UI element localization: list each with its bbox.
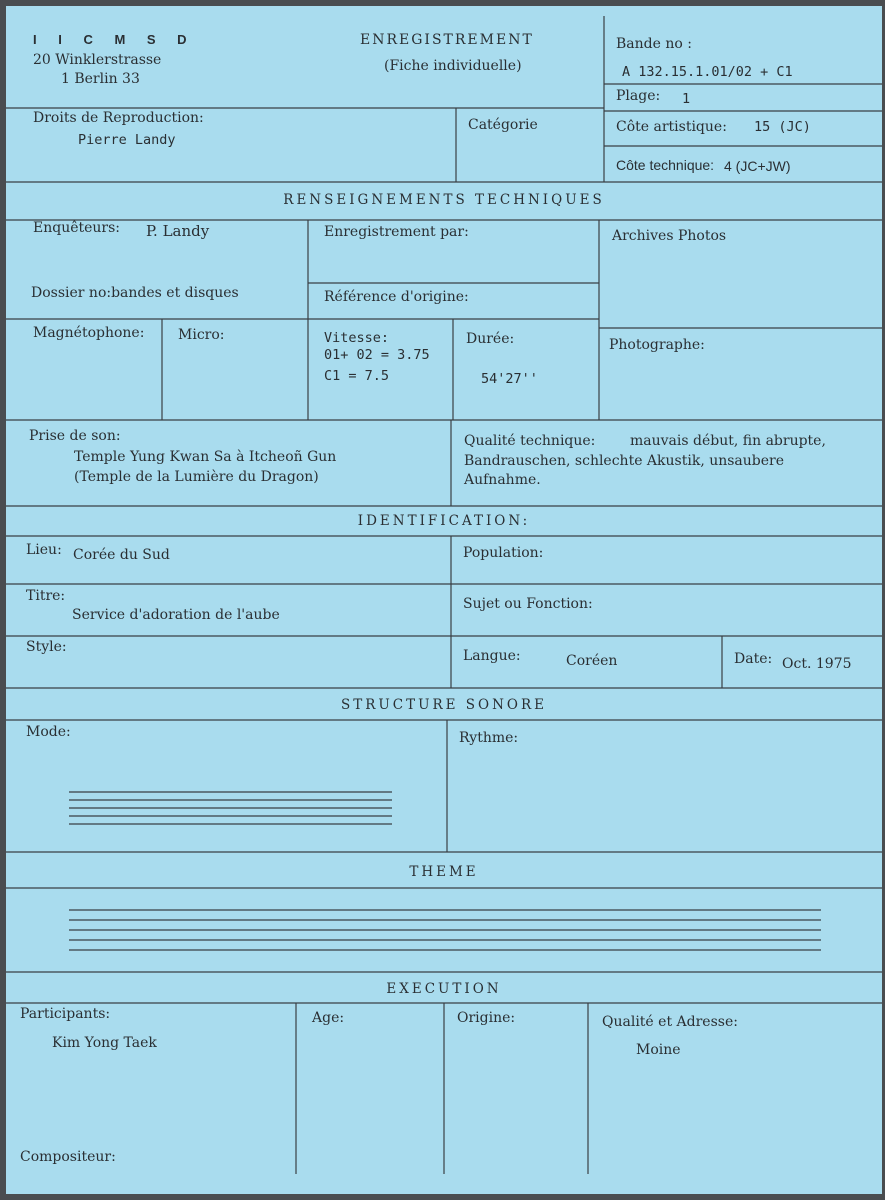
rythme-label: Rythme: [459,730,519,746]
style-label: Style: [26,639,67,655]
org-street: 20 Winklerstrasse [33,52,162,68]
langue-value: Coréen [566,653,618,669]
qualite-line3: Aufnahme. [464,472,541,488]
technique-heading: RENSEIGNEMENTS TECHNIQUES [283,192,605,208]
form-grid-lines [6,6,882,1194]
identification-heading: IDENTIFICATION: [357,513,531,529]
cote-technique-label: Côte technique: [616,157,715,173]
vitesse-line2: C1 = 7.5 [324,368,390,384]
qualite-adresse-label: Qualité et Adresse: [602,1014,738,1030]
plage-label: Plage: [616,88,661,104]
droits-value: Pierre Landy [78,132,176,148]
theme-heading: THEME [409,864,479,880]
droits-label: Droits de Reproduction: [33,110,204,126]
bande-label: Bande no : [616,36,692,52]
org-city: 1 Berlin 33 [61,71,140,87]
date-label: Date: [734,651,773,667]
age-label: Age: [312,1010,345,1026]
enqueteurs-value: P. Landy [146,222,210,240]
lieu-value: Corée du Sud [73,547,170,563]
participants-value: Kim Yong Taek [52,1035,157,1051]
population-label: Population: [463,545,544,561]
compositeur-label: Compositeur: [20,1149,116,1165]
cote-artistique-value: 15 (JC) [754,119,811,135]
categorie-label: Catégorie [468,117,538,133]
enregistrement-par-label: Enregistrement par: [324,224,469,240]
org-acronym: I I C M S D [33,32,196,47]
dossier-label: Dossier no:bandes et disques [31,285,239,301]
archives-photos-label: Archives Photos [612,228,727,244]
vitesse-line1: 01+ 02 = 3.75 [324,347,430,363]
prise-line1: Temple Yung Kwan Sa à Itcheoñ Gun [74,449,337,465]
qualite-line1: mauvais début, fin abrupte, [630,433,826,449]
duree-label: Durée: [466,331,515,347]
vitesse-label: Vitesse: [324,330,390,346]
form-subtitle: (Fiche individuelle) [384,58,522,74]
photographe-label: Photographe: [609,337,705,353]
lieu-label: Lieu: [26,542,62,558]
mode-label: Mode: [26,724,71,740]
langue-label: Langue: [463,648,521,664]
prise-line2: (Temple de la Lumière du Dragon) [74,469,319,485]
qualite-line2: Bandrauschen, schlechte Akustik, unsaubere [464,453,785,469]
micro-label: Micro: [178,327,225,343]
duree-value: 54'27'' [481,371,538,387]
form-title: ENREGISTREMENT [360,32,534,48]
titre-value: Service d'adoration de l'aube [72,607,280,623]
enqueteurs-label: Enquêteurs: [33,220,121,236]
recording-form-card [6,6,882,1194]
magnetophone-label: Magnétophone: [33,325,145,341]
execution-heading: EXECUTION [386,981,502,997]
origine-label: Origine: [457,1010,516,1026]
sujet-label: Sujet ou Fonction: [463,596,593,612]
plage-value: 1 [682,91,691,107]
qualite-label: Qualité technique: [464,433,596,449]
cote-artistique-label: Côte artistique: [616,119,727,135]
titre-label: Titre: [26,588,66,604]
reference-label: Référence d'origine: [324,289,469,305]
participants-label: Participants: [20,1006,111,1022]
bande-value: A 132.15.1.01/02 + C1 [622,64,793,80]
cote-technique-value: 4 (JC+JW) [724,158,791,174]
date-value: Oct. 1975 [782,656,852,672]
prise-label: Prise de son: [29,428,121,444]
qualite-adresse-value: Moine [636,1042,681,1058]
structure-heading: STRUCTURE SONORE [340,697,548,713]
